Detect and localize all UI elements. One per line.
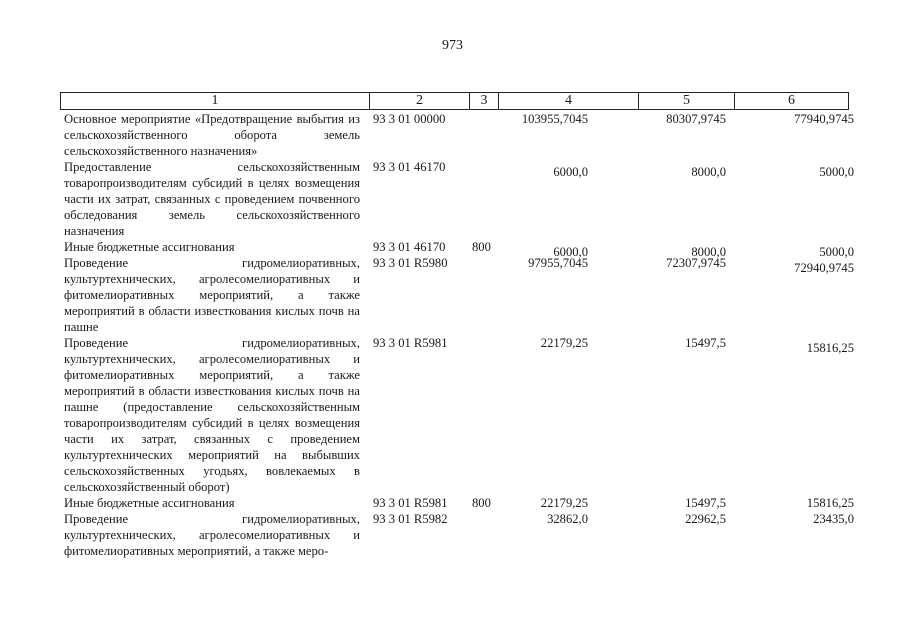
header-col-3: 3 — [469, 93, 498, 109]
table-row — [64, 335, 905, 495]
row-value-6: 15816,25 — [806, 341, 854, 355]
row-value-6: 77940,9745 — [794, 112, 854, 126]
row-value-4: 97955,7045 — [528, 256, 588, 270]
row-name: Иные бюджетные ассигнования — [64, 240, 235, 254]
row-value-4: 6000,0 — [553, 245, 588, 259]
row-value-6: 72940,9745 — [794, 261, 854, 275]
row-code: 93 3 01 R5981 — [373, 336, 448, 350]
row-value-6: 23435,0 — [813, 512, 854, 526]
table-row — [64, 159, 905, 239]
row-value-4: 32862,0 — [547, 512, 588, 526]
row-code: 93 3 01 R5980 — [373, 256, 448, 270]
row-code: 93 3 01 46170 — [373, 160, 446, 174]
page-number: 973 — [442, 38, 463, 53]
header-col-2: 2 — [369, 93, 469, 109]
row-code: 93 3 01 46170 — [373, 240, 446, 254]
table-header — [60, 92, 849, 110]
row-name: Иные бюджетные ассигнования — [64, 496, 235, 510]
row-value-5: 80307,9745 — [666, 112, 726, 126]
row-name: Основное мероприятие «Предотвращение выбытия из сельскохозяйственного оборота земель сельскохозяйственного назначения» — [64, 112, 360, 158]
row-name: Проведение гидромелиоративных, культуртехнических, агролесомелиоративных и фитомелиоративных мероприятий, а также мероприятий в области известкования кислых почв на пашне (предоставление сельскохозяйственным товаропроизводителям субсидий в целях возмещения части их затрат, связанных с проведением культуртехнических мероприятий на выбывших сельскохозяйственных угодьях, вовлекаемых в сельскохозяйственный оборот) — [64, 336, 360, 494]
row-name: Проведение гидромелиоративных, культуртехнических, агролесомелиоративных и фитомелиоративных мероприятий, а также меро- — [64, 512, 360, 558]
row-name: Проведение гидромелиоративных, культуртехнических, агролесомелиоративных и фитомелиоративных мероприятий, а также мероприятий в области известкования кислых почв на пашне — [64, 256, 360, 334]
row-code: 93 3 01 R5982 — [373, 512, 448, 526]
row-value-5: 8000,0 — [691, 245, 726, 259]
row-value-4: 22179,25 — [540, 336, 588, 350]
row-value-5: 72307,9745 — [666, 256, 726, 270]
row-value-5: 22962,5 — [685, 512, 726, 526]
row-code: 93 3 01 00000 — [373, 112, 446, 126]
header-col-1: 1 — [211, 93, 219, 108]
header-col-4: 4 — [498, 93, 638, 109]
row-value-5: 15497,5 — [685, 336, 726, 350]
row-vr: 800 — [472, 496, 491, 510]
row-vr: 800 — [472, 240, 491, 254]
row-value-6: 5000,0 — [819, 165, 854, 179]
row-value-5: 8000,0 — [691, 165, 726, 179]
row-value-6: 5000,0 — [819, 245, 854, 259]
row-value-6: 15816,25 — [806, 496, 854, 510]
row-value-4: 22179,25 — [540, 496, 588, 510]
header-col-6: 6 — [734, 93, 848, 109]
header-col-5: 5 — [638, 93, 734, 109]
row-value-5: 15497,5 — [685, 496, 726, 510]
table-row — [64, 111, 905, 159]
table-body — [64, 111, 905, 559]
row-name: Предоставление сельскохозяйственным товаропроизводителям субсидий в целях возмещения части их затрат, связанных с проведением почвенного обследования земель сельскохозяйственного назначения — [64, 160, 360, 238]
table-row — [64, 239, 905, 259]
table-row — [64, 255, 905, 335]
row-code: 93 3 01 R5981 — [373, 496, 448, 510]
row-value-4: 6000,0 — [553, 165, 588, 179]
table-row — [64, 495, 905, 511]
table-row — [64, 511, 905, 559]
row-value-4: 103955,7045 — [521, 112, 588, 126]
